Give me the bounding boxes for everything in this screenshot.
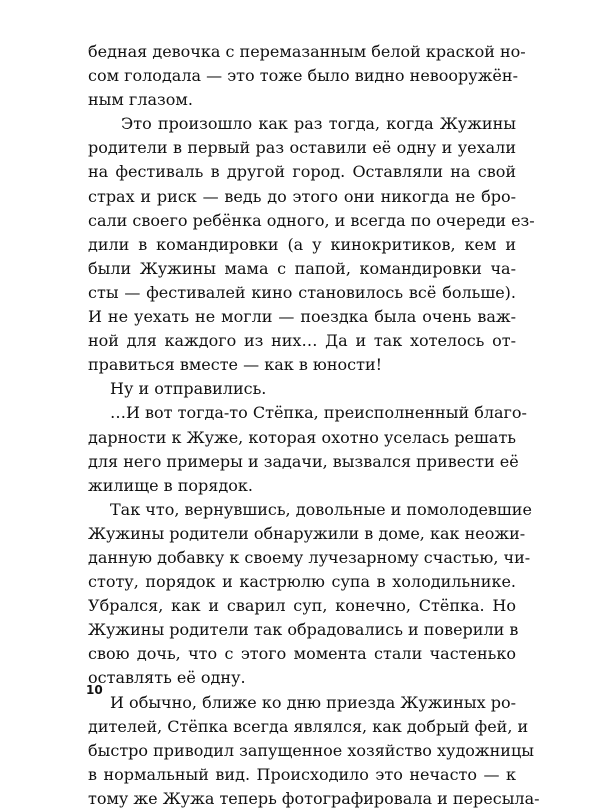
text-line: жилище в порядок. (88, 475, 253, 495)
text-line: быстро приводил запущенное хозяйство художницы (88, 740, 534, 760)
text-line: …И вот тогда-то Стёпка, преисполненный благо- (110, 403, 527, 423)
text-line: сты — фестивалей кино становилось всё больше). (88, 282, 516, 302)
text-line: свою дочь, что с этого момента стали частенько (88, 644, 516, 664)
text-line: были Жужины мама с папой, командировки ча- (88, 258, 516, 278)
text-line: родители в первый раз оставили её одну и уехали (88, 138, 516, 158)
text-line: в нормальный вид. Происходило это нечасто — к (88, 764, 516, 784)
text-line: дарности к Жуже, которая охотно уселась решать (88, 427, 516, 447)
text-line: ным глазом. (88, 90, 193, 110)
text-line: И не уехать не могли — поездка была очень важ- (88, 307, 516, 327)
text-line: стоту, порядок и кастрюлю супа в холодильнике. (88, 572, 516, 592)
text-line: Жужины родители обнаружили в доме, как неожи- (88, 523, 526, 543)
text-line: оставлять её одну. (88, 668, 246, 688)
text-line: правиться вместе — как в юности! (88, 355, 383, 375)
text-line: страх и риск — ведь до этого они никогда не бро- (88, 186, 516, 206)
text-line: сали своего ребёнка одного, и всегда по очереди ез- (88, 210, 535, 230)
text-line: дителей, Стёпка всегда являлся, как добрый фей, и (88, 716, 529, 736)
text-line: тому же Жужа теперь фотографировала и пересыла- (88, 788, 540, 808)
text-line: сом голодала — это тоже было видно невооружён- (88, 66, 518, 86)
text-line: Это произошло как раз тогда, когда Жужины (121, 114, 516, 134)
page-number: 10 (86, 683, 103, 697)
text-line: Жужины родители так обрадовались и поверили в (88, 620, 519, 640)
text-line: Так что, вернувшись, довольные и помолодевшие (110, 499, 532, 519)
text-line: дили в командировки (а у кинокритиков, кем и (88, 234, 516, 254)
text-line: ной для каждого из них… Да и так хотелось от- (88, 331, 516, 351)
text-line: бедная девочка с перемазанным белой краской но- (88, 42, 526, 61)
text-line: на фестиваль в другой город. Оставляли на свой (88, 162, 516, 182)
text-line: для него примеры и задачи, вызвался привести её (88, 451, 519, 471)
page-body (88, 40, 540, 811)
text-line: данную добавку к своему лучезарному счастью, чи- (88, 547, 531, 567)
text-line: Ну и отправились. (110, 379, 267, 399)
text-line: Убрался, как и сварил суп, конечно, Стёпка. Но (88, 596, 516, 616)
text-line: И обычно, ближе ко дню приезда Жужиных ро- (110, 692, 516, 712)
